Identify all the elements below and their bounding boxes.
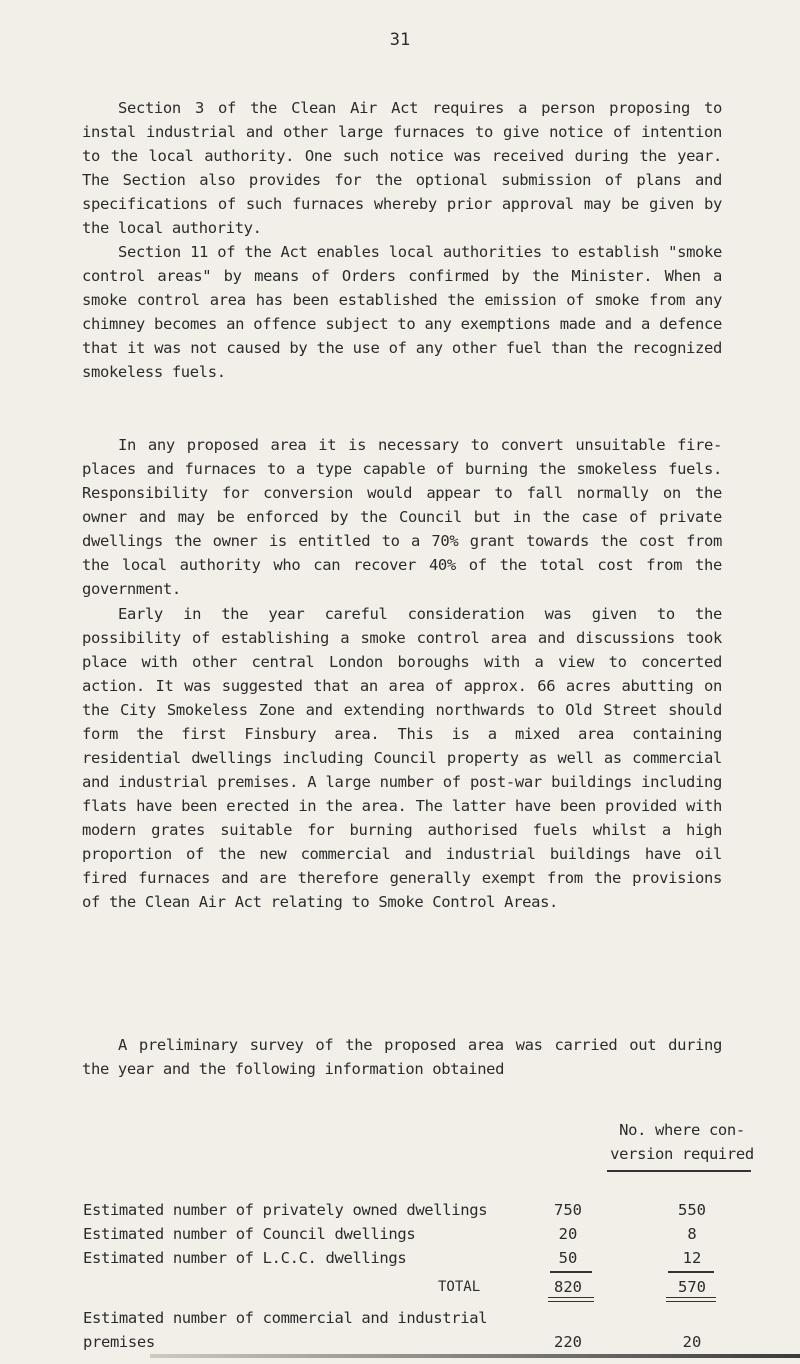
row-conversion-private-dwellings: 550: [678, 1201, 706, 1219]
subtotal-rule-count: [550, 1271, 592, 1273]
row-label-commercial-line-1: Estimated number of commercial and industrial: [83, 1309, 488, 1327]
paragraph-conversion: In any proposed area it is necessary to convert unsuitable fire-places and furnaces to a type capable of burning the smokeless fuels. Responsibility for conversion would appear to fall normally on the owner and may be enforced by the Council but in the case of private dwellings the owner is entitled to a 70% grant towards the cost from the local authority who can recover 40% of the total cost from the government.: [82, 436, 722, 598]
total-count: 820: [554, 1278, 582, 1296]
page-bottom-edge: [150, 1354, 800, 1358]
paragraph-preliminary-survey: A preliminary survey of the proposed area was carried out during the year and the following information obtained: [82, 1036, 722, 1078]
column-header-rule: [607, 1170, 751, 1172]
row-label-council-dwellings: Estimated number of Council dwellings: [83, 1225, 416, 1243]
row-conversion-lcc-dwellings: 12: [682, 1249, 702, 1267]
total-double-rule-conversion: [666, 1297, 716, 1302]
total-double-rule-count: [548, 1297, 594, 1302]
row-count-council-dwellings: 20: [558, 1225, 578, 1243]
conversion-column-header-line-2: version required: [610, 1145, 754, 1163]
subtotal-rule-conversion: [668, 1271, 714, 1273]
row-count-lcc-dwellings: 50: [558, 1249, 578, 1267]
row-conversion-council-dwellings: 8: [687, 1225, 697, 1243]
total-conversion: 570: [678, 1278, 706, 1296]
row-label-private-dwellings: Estimated number of privately owned dwellings: [83, 1201, 488, 1219]
row-label-lcc-dwellings: Estimated number of L.C.C. dwellings: [83, 1249, 407, 1267]
paragraph-smoke-control-area: Early in the year careful consideration was given to the possibility of establishing a smoke control area and discussions took place with other central London boroughs with a view to concerted action. It was suggested that an area of approx. 66 acres abutting on the City Smokeless Zone and extending northwards to Old Street should form the first Finsbury area. This is a mixed area containing residential dwellings including Council property as well as commercial and industrial premises. A large number of post-war buildings including flats have been erected in the area. The latter have been provided with modern grates suitable for burning authorised fuels whilst a high proportion of the new commercial and industrial buildings have oil fired furnaces and are therefore generally exempt from the provisions of the Clean Air Act relating to Smoke Control Areas.: [82, 605, 722, 911]
paragraph-section-11: Section 11 of the Act enables local authorities to establish "smoke control areas" by means of Orders confirmed by the Minister. When a smoke control area has been established the emission of smoke from any chimney becomes an offence subject to any exemptions made and a defence that it was not caused by the use of any other fuel than the recognized smokeless fuels.: [82, 243, 722, 381]
row-conversion-commercial: 20: [682, 1333, 702, 1351]
total-label: TOTAL: [438, 1279, 481, 1295]
page-number: 31: [389, 30, 411, 50]
paragraph-section-3: Section 3 of the Clean Air Act requires a person proposing to instal industrial and other large furnaces to give notice of intention to the local authority. One such notice was received during the year. The Section also provides for the optional submission of plans and specifications of such furnaces whereby prior approval may be given by the local authority.: [82, 99, 722, 237]
conversion-column-header-line-1: No. where con-: [619, 1121, 745, 1139]
row-count-commercial: 220: [554, 1333, 582, 1351]
conversion-column-header: [592, 1118, 772, 1166]
row-count-private-dwellings: 750: [554, 1201, 582, 1219]
row-label-commercial-line-2: premises: [83, 1333, 155, 1351]
